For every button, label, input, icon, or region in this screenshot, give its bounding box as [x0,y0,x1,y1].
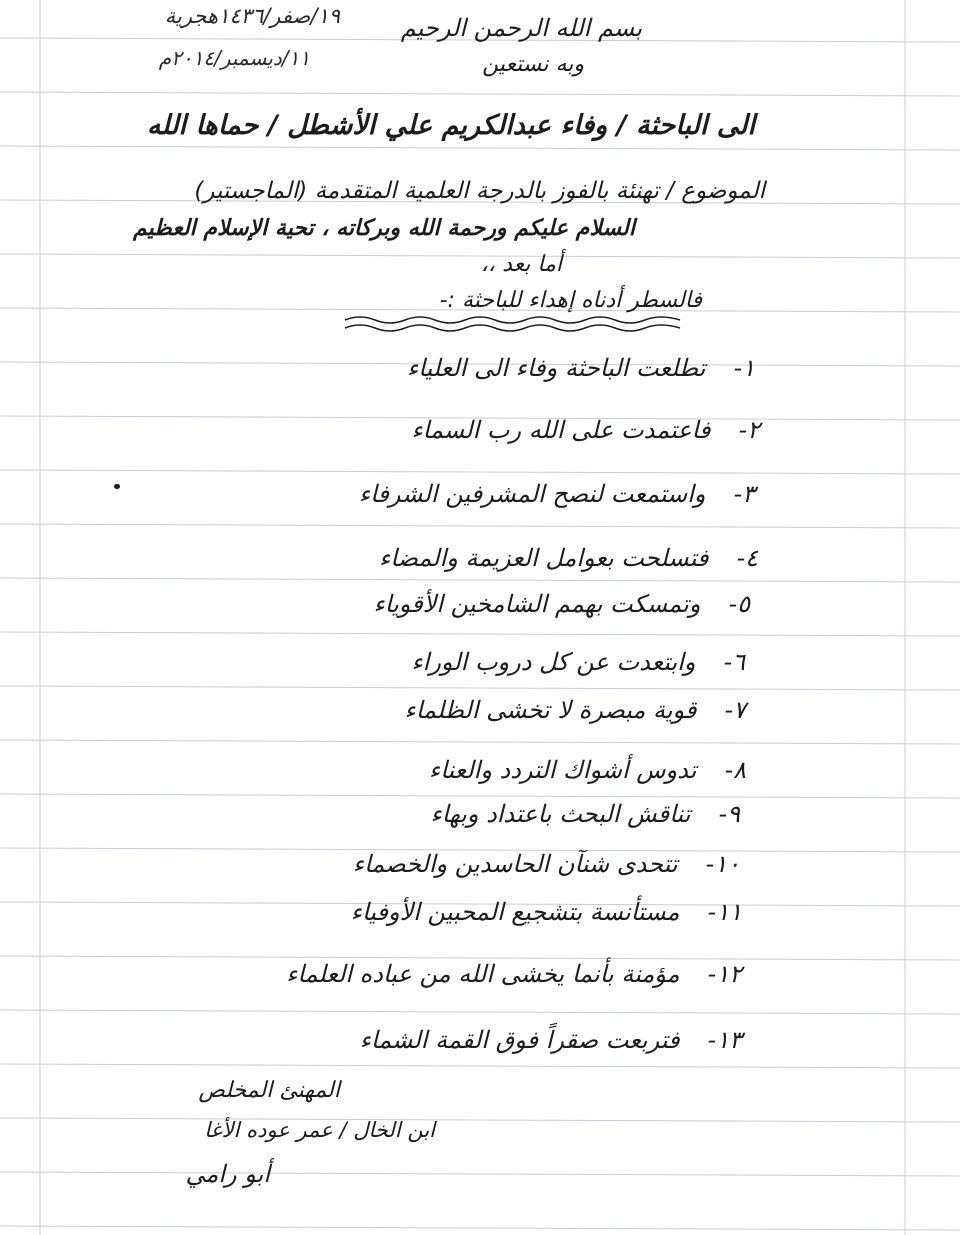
poem-line-text: قوية مبصرة لا تخشى الظلماء [404,696,697,724]
poem-line-text: تطلعت الباحثة وفاء الى العلياء [406,354,706,382]
poem-line-number: ٤- [736,544,758,572]
poem-line-number: ١٠- [705,850,740,878]
poem-line-13 [360,1026,742,1054]
poem-line-2 [411,416,760,444]
poem-line-text: وتمسكت بهمم الشامخين الأقوياء [373,590,701,618]
poem-line-10 [353,850,740,878]
ink-dot [114,484,120,489]
recipient-line: الى الباحثة / وفاء عبدالكريم علي الأشطل / حماها الله [146,110,755,141]
poem-line-number: ٣- [733,480,755,508]
poem-line-number: ٧- [724,696,746,724]
amma-line: أما بعد ،، [480,252,562,277]
poem-line-text: فتسلحت بعوامل العزيمة والمضاء [378,544,709,572]
poem-line-1 [407,354,755,382]
signer-name: ابن الخال / عمر عوده الأغا [204,1118,435,1142]
poem-line-text: مستأنسة بتشجيع المحبين الأوفياء [350,898,680,926]
subject-line: الموضوع / تهنئة بالفوز بالدرجة العلمية المتقدمة (الماجستير) [194,178,765,204]
poem-line-text: تتحدى شنآن الحاسدين والخصماء [352,850,678,878]
poem-line-number: ٥- [728,590,750,618]
wavy-underline [340,312,690,336]
closing-line: المهنئ المخلص [198,1078,340,1103]
poem-line-number: ١٢- [707,960,742,988]
nastaeen-line: وبه نستعين [482,52,584,77]
date-hijri: ١٩/صفر/١٤٣٦هجرية [164,4,340,28]
poem-line-text: فتربعت صقراً فوق القمة الشماء [359,1026,680,1054]
poem-line-5 [374,590,750,618]
poem-line-9 [431,800,740,828]
intro-line: فالسطر أدناه إهداء للباحثة :- [439,288,702,313]
poem-line-text: واستمعت لنصح المشرفين الشرفاء [358,480,706,508]
poem-line-11 [351,898,742,926]
poem-line-number: ١١- [707,898,742,926]
poem-line-number: ١- [733,354,755,382]
poem-line-text: تناقش البحث باعتداد وبهاء [430,800,691,828]
poem-line-number: ٦- [723,648,745,676]
poem-line-text: تدوس أشواك التردد والعناء [428,756,697,784]
poem-line-number: ٩- [718,800,740,828]
poem-line-text: وابتعدت عن كل دروب الوراء [411,648,696,676]
poem-line-12 [286,960,742,988]
poem-line-number: ٨- [724,756,746,784]
poem-line-number: ١٣- [707,1026,742,1054]
poem-line-text: فاعتمدت على الله رب السماء [411,416,711,444]
poem-line-3 [359,480,755,508]
poem-line-text: مؤمنة بأنما يخشى الله من عباده العلماء [286,960,680,988]
greeting-line: السلام عليكم ورحمة الله وبركاته ، تحية الإسلام العظيم [133,216,635,241]
poem-line-6 [411,648,745,676]
poem-line-8 [429,756,746,784]
basmala: بسم الله الرحمن الرحيم [400,14,642,42]
poem-line-number: ٢- [738,416,760,444]
date-gregorian: ١١/ديسمبر/٢٠١٤م [158,46,310,70]
signer-kunya: أبو رامي [185,1160,270,1188]
poem-line-4 [379,544,758,572]
poem-line-7 [404,696,746,724]
